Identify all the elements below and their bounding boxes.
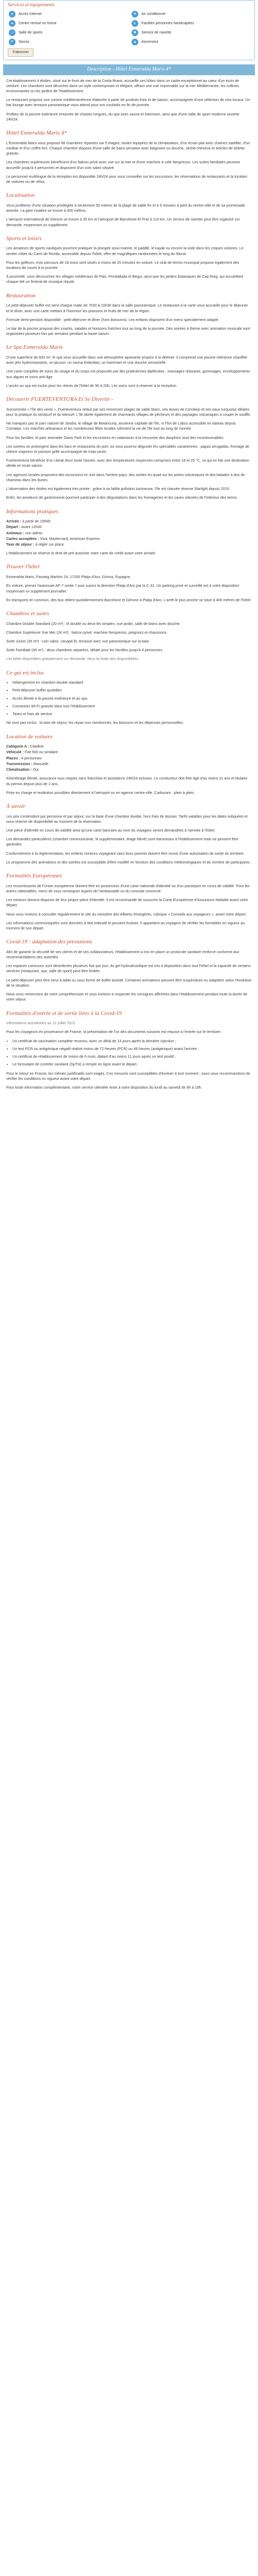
subscribe-button[interactable]: S'abonner	[8, 48, 34, 57]
paragraph: Les demandes particulières (chambre communicante, lit supplémentaire, étage élevé) sont transmises à l'établissement mais ne peuvent être garanties.	[6, 837, 238, 847]
paragraph: Le personnel multilingue de la réception est disponible 24h/24 pour vous conseiller sur les excursions, les réservations de restaurants et la location de voitures ou de vélos.	[6, 174, 248, 184]
paragraph: Les espaces communs sont désinfectés plusieurs fois par jour, du gel hydroalcoolique est mis à disposition dans tout l'hôtel et la capacité de certains services (restaurant, spa, salle de sport) peut être limitée.	[6, 963, 251, 974]
section-title: Trouver l'hôtel	[6, 564, 40, 570]
paragraph: Les chambres supérieures bénéficient d'un balcon privé avec vue sur la mer et d'une machine à café Nespresso. Les suites familiales peuvent accueillir jusqu'à 4 personnes et disposent d'un coin salon séparé.	[6, 160, 240, 170]
section-title: Localisation	[6, 192, 35, 199]
paragraph: Le petit-déjeuner peut être servi à table ou sous forme de buffet assisté. Certaines animations peuvent être suspendues ou adaptées selon l'évolution de la situation.	[6, 977, 252, 988]
list-item: • Hébergement en chambre double standard	[12, 680, 252, 685]
list-item: Véhicule : Fiat 500 ou similaire	[6, 750, 58, 755]
paragraph: Chambre Double Standard (20 m²) : lit double ou deux lits simples, vue jardin, salle de bains avec douche.	[6, 621, 181, 626]
service-item: P Sauna	[9, 39, 127, 45]
paragraph: Le petit-déjeuner buffet est servi chaque matin de 7h30 à 10h30 dans la salle panoramique. Le restaurant à la carte vous accueille pour le déjeuner et le dîner, avec une carte mettant à l'honneur les poissons et fruits de mer de la région.	[6, 303, 248, 313]
paragraph: Les mineurs doivent disposer de leur propre pièce d'identité. Il est recommandé de souscrire la Carte Européenne d'Assurance Maladie avant votre départ.	[6, 897, 248, 908]
list-item: • Un certificat de rétablissement de moins de 6 mois, datant d'au moins 11 jours après un test positif ;	[12, 1054, 252, 1059]
paragraph: Pour les voyageurs en provenance de France, la présentation de l'un des documents suivants est requise à l'entrée sur le territoire :	[6, 1029, 223, 1035]
paragraph: L'aéroport international de Gérone se trouve à 35 km et l'aéroport de Barcelone-El Prat à 110 km. Un service de navette peut être organisé sur demande, moyennant un supplément.	[6, 217, 240, 227]
section-title: Le Spa Esmeralda Maris	[6, 344, 63, 351]
paragraph: D'une superficie de 600 m², le spa vous accueille dans une atmosphère apaisante propice à la détente. Il comprend une piscine intérieure chauffée avec jets hydromassants, un jacuzzi, un sauna finlandais, un hammam et une douche sensorielle.	[6, 355, 248, 365]
paragraph: Les agences locales proposent des excursions en 4x4 dans l'arrière-pays, des sorties en quad sur les pistes volcaniques et des balades à dos de chameau dans les dunes.	[6, 472, 245, 482]
list-item: Catégorie A : Citadine	[6, 744, 44, 749]
paragraph: Pour les familles, le parc animalier Oasis Park et les excursions en catamaran à la rencontre des dauphins sont des incontournables.	[6, 435, 224, 440]
paragraph: Nous vous remercions de votre compréhension et vous invitons à respecter les consignes affichées dans l'établissement pendant toute la durée de votre séjour.	[6, 992, 248, 1002]
section-title: Ce qui est inclus	[6, 669, 44, 676]
paragraph: Pour le retour en France, les mêmes justificatifs sont exigés. Ces mesures sont susceptibles d'évoluer à tout moment ; nous vous recommandons de vérifier les conditions en vigueur avant votre départ.	[6, 1071, 250, 1081]
section-title: Hôtel Esmeralda Maris 4*	[6, 130, 67, 137]
list-item: • Connexion Wi-Fi gratuite dans tout l'établissement	[12, 704, 252, 709]
update-note: Informations actualisées au 12 juillet 2021	[6, 1021, 75, 1026]
section-title: Formalités Européennes	[6, 873, 62, 879]
paragraph: Formule demi-pension disponible : petit-déjeuner et dîner (hors boissons). Les enfants disposent d'un menu spécialement adapté.	[6, 317, 219, 322]
section-title: À savoir	[6, 803, 25, 809]
section-title: Restauration	[6, 292, 36, 299]
paragraph: Lits bébé disponibles gratuitement sur demande, dans la limite des disponibilités.	[6, 656, 139, 662]
paragraph: Enfin, les amateurs de gastronomie pourront participer à des dégustations dans les fromageries et les caves viticoles de l'intérieur des terres.	[6, 495, 238, 500]
air-conditioner-icon: ❄	[132, 11, 138, 18]
description-banner: Description - Hôtel Esmeralda Maris 4*	[3, 64, 255, 75]
section-title: Chambres et suites	[6, 610, 50, 617]
list-item: Taxe de séjour : à régler sur place	[6, 542, 64, 547]
paragraph: Les ressortissants de l'Union européenne doivent être en possession d'une carte nationale d'identité ou d'un passeport en cours de validité. Pour les autres nationalités, merci de vous renseigner auprès de l'ambassade ou du consulat concerné.	[6, 883, 250, 893]
practical-list	[6, 519, 252, 547]
paragraph: Esmeralda Maris, Passeig Marítim 24, 17250 Platja d'Aro, Girona, Espagne.	[6, 574, 131, 580]
paragraph: L'établissement se réserve le droit de pré-autoriser votre carte de crédit avant votre arrivée.	[6, 551, 156, 556]
list-item: Places : 4 personnes	[6, 755, 42, 760]
paragraph: Prise en charge et restitution possibles directement à l'aéroport ou en agence centre-ville. Carburant : plein à plein.	[6, 790, 195, 795]
paragraph: Une pièce d'identité en cours de validité ainsi qu'une carte bancaire au nom du voyageur seront demandées à l'arrivée à l'hôtel.	[6, 827, 216, 833]
paragraph: Les amateurs de sports nautiques pourront pratiquer la plongée sous-marine, le paddle, le kayak ou encore la voile dans les criques voisines. Le sentier côtier du Camí de Ronda, accessible depuis l'hôtel, offre de magnifiques randonnées le long du littoral.	[6, 246, 244, 256]
paragraph: Pour toute information complémentaire, notre service clientèle reste à votre disposition du lundi au samedi de 9h à 19h.	[6, 1084, 202, 1090]
intro-paragraph: Le restaurant propose une cuisine méditerranéenne élaborée à partir de produits frais et de saison, accompagnée d'une sélection de vins locaux. Un bar lounge avec terrasse panoramique vous attend pour vos cocktails en fin de journée.	[6, 97, 250, 108]
service-item: ♨ Salle de sports	[9, 29, 127, 36]
service-item: ✖ Service de navette	[132, 29, 250, 36]
wellness-icon: ♠	[9, 20, 15, 27]
paragraph: Une carte complète de soins du visage et du corps est proposée par des praticiennes diplômées : massages relaxants, gommages, enveloppements aux algues et soins anti-âge.	[6, 369, 250, 379]
parking-icon: P	[9, 39, 15, 45]
paragraph: Suite Junior (35 m²) : coin salon, canapé-lit, terrasse avec vue panoramique sur la baie.	[6, 639, 150, 643]
service-item: ● Accès Internet	[9, 11, 127, 18]
intro-paragraph: Profitez de la piscine extérieure entourée de chaises longues, du spa avec sauna et hammam, ainsi que d'une salle de sport moderne ouverte 24h/24.	[6, 111, 239, 122]
main-content	[0, 78, 258, 1091]
paragraph: L'Esmeralda Maris vous propose 86 chambres réparties sur 5 étages, toutes équipées de la climatisation, d'un écran plat avec chaînes satellite, d'un minibar et d'un coffre-fort. Chaque chambre dispose d'une salle de bains privative avec baignoire ou douche, sèche-cheveux et articles de toilette gratuits.	[6, 140, 250, 156]
list-item: Climatisation : Oui	[6, 767, 39, 772]
paragraph: Kilométrage illimité, assurance tous risques sans franchise et assistance 24h/24 incluses. Le conducteur doit être âgé d'au moins 21 ans et titulaire du permis depuis plus de 2 ans.	[6, 776, 248, 786]
intro-paragraph: Cet établissement 4 étoiles, situé sur le front de mer de la Costa Brava, accueille ses hôtes dans un cadre exceptionnel au cœur d'un écrin de verdure. Les chambres sont décorées dans un style contemporain et élégant, offrant une vue imprenable sur la mer Méditerranée, les collines environnantes ou les jardins de l'établissement.	[6, 78, 239, 94]
car-list	[6, 744, 252, 772]
paragraph: Le programme des animations et des soirées est susceptible d'être modifié en fonction des conditions météorologiques et du nombre de participants.	[6, 859, 251, 865]
list-item: • Accès illimité à la piscine extérieure et au spa	[12, 696, 252, 701]
services-grid	[8, 11, 250, 45]
paragraph: Conformément à la réglementation, les enfants mineurs voyageant sans leurs parents doivent être munis d'une autorisation de sortie du territoire.	[6, 851, 245, 856]
list-item: • Le formulaire de contrôle sanitaire (SpTH) à remplir en ligne avant le départ.	[12, 1062, 252, 1067]
subscribe-row	[8, 48, 250, 57]
paragraph: Pour les golfeurs, trois parcours de 18 trous sont situés à moins de 25 minutes en voiture. Le club de tennis municipal propose également des locations de courts à la journée.	[6, 260, 239, 270]
paragraph: À proximité, vous découvrirez les villages médiévaux de Pals, Peratallada et Begur, ainsi que les jardins botaniques de Cap Roig, qui accueillent chaque été un festival de musique réputé.	[6, 274, 244, 284]
list-item: • Un test PCR ou antigénique négatif réalisé moins de 72 heures (PCR) ou 48 heures (antigénique) avant l'arrivée ;	[12, 1046, 252, 1052]
service-item: ♠ Centre remise en forme	[9, 20, 127, 27]
paragraph: Vous profiterez d'une situation privilégiée à seulement 50 mètres de la plage de sable fin et à 5 minutes à pied du centre-ville et de sa promenade animée. La gare routière se trouve à 400 mètres.	[6, 202, 245, 213]
section-title: Informations pratiques	[6, 508, 59, 515]
paragraph: Les informations communiquées sont données à titre indicatif et peuvent évoluer. Il appartient au voyageur de vérifier les formalités en vigueur au moment de son départ.	[6, 920, 245, 930]
room-service-icon: ▲	[132, 39, 138, 45]
paragraph: Nous vous invitons à consulter régulièrement le site du ministère des Affaires étrangères, rubrique « Conseils aux voyageurs », avant votre départ.	[6, 911, 247, 917]
section-title: Location de voitures	[6, 733, 53, 740]
wheelchair-icon: ♿	[132, 20, 138, 27]
paragraph: L'observation des étoiles est également très prisée : grâce à sa faible pollution lumineuse, l'île est classée réserve Starlight depuis 2015.	[6, 486, 230, 492]
section-title: Découvrir FUERTEVENTURA Et Se Divertir -	[6, 396, 114, 403]
list-item: Cartes acceptées : Visa, Mastercard, American Express	[6, 536, 100, 541]
wifi-icon: ●	[9, 11, 15, 18]
paragraph: Le bar de la piscine propose des snacks, salades et boissons fraîches tout au long de la journée. Des soirées à thème avec animation musicale sont organisées plusieurs fois par semaine pendant la haute saison.	[6, 326, 250, 336]
services-title: Services et équipements	[8, 3, 55, 8]
paragraph: Les prix s'entendent par personne et par séjour, sur la base d'une chambre double, hors frais de dossier. Tarifs valables pour les dates indiquées et sous réserve de disponibilité au moment de la réservation.	[6, 814, 248, 824]
paragraph: Surnommée « l'île des vents », Fuerteventura séduit par ses immenses plages de sable blanc, ses dunes de Corralejo et ses eaux turquoise idéales pour la pratique du windsurf et du kitesurf. L'île abrite également de charmants villages de pêcheurs et des paysages volcaniques à couper le souffle.	[6, 406, 251, 417]
section-title: Sports et loisirs	[6, 235, 42, 242]
paragraph: Chambre Supérieure Vue Mer (24 m²) : balcon privé, machine Nespresso, peignoirs et chaussons.	[6, 630, 168, 635]
bath-icon: ♨	[9, 29, 15, 36]
paragraph: Fuerteventura bénéficie d'un climat doux toute l'année, avec des températures moyennes comprises entre 18 et 25 °C, ce qui en fait une destination idéale en toute saison.	[6, 458, 250, 468]
paragraph: En transports en commun, des bus relient quotidiennement Barcelone et Gérone à Platja d'Aro. L'arrêt le plus proche se situe à 400 mètres de l'hôtel.	[6, 597, 252, 602]
list-item: Animaux : non admis	[6, 530, 42, 535]
paragraph: Afin de garantir la sécurité de ses clients et de ses collaborateurs, l'établissement a mis en place un protocole sanitaire renforcé conforme aux recommandations des autorités.	[6, 949, 239, 960]
paragraph: En voiture, prenez l'autoroute AP-7 sortie 7 puis suivez la direction Platja d'Aro par la C-31. Un parking privé et surveillé est à votre disposition moyennant un supplément journalier.	[6, 583, 239, 594]
paragraph: Suite Familiale (45 m²) : deux chambres séparées, idéale pour les familles jusqu'à 4 personnes.	[6, 648, 164, 653]
paragraph: Ne sont pas inclus : la taxe de séjour, les repas non mentionnés, les boissons et les dépenses personnelles.	[6, 720, 184, 725]
section-title: Formalités d'entrée et de sortie liées à la Covid-19	[6, 1010, 122, 1016]
paragraph: Les soirées se prolongent dans les bars et restaurants du port, où vous pourrez déguster les spécialités canariennes : papas arrugadas, fromage de chèvre majorero et poisson grillé accompagné de mojo picón.	[6, 444, 250, 454]
services-panel	[3, 0, 255, 60]
list-item: • Taxes et frais de service	[12, 711, 252, 717]
no-smoking-icon: ✖	[132, 29, 138, 36]
service-item: ▲ Ascenseur	[132, 39, 250, 45]
list-item: • Un certificat de vaccination complète reconnu, avec un délai de 14 jours après la dernière injection ;	[12, 1039, 252, 1044]
list-item: Transmission : Manuelle	[6, 761, 49, 766]
included-list	[12, 680, 252, 717]
paragraph: Ne manquez pas le parc naturel de Jandía, le village de Betancuria, ancienne capitale de l'île, ni l'îlot de Lobos accessible en bateau depuis Corralejo. Les marchés artisanaux et les nombreuses fêtes locales rythment la vie de l'île tout au long de l'année.	[6, 421, 236, 431]
list-item: • Petit-déjeuner buffet quotidien	[12, 688, 252, 693]
service-item: ❄ Air conditionné	[132, 11, 250, 18]
service-item: ♿ Facilités personnes handicapées	[132, 20, 250, 27]
list-item: Arrivée : à partir de 15h00	[6, 519, 51, 524]
paragraph: L'accès au spa est inclus pour les clients de l'hôtel de 9h à 20h. Les soins sont à réserver à la réception.	[6, 383, 178, 388]
section-title: Covid-19 : adaptation des prestations	[6, 939, 92, 945]
covid-list	[12, 1039, 252, 1067]
list-item: Départ : avant 12h00	[6, 524, 42, 530]
